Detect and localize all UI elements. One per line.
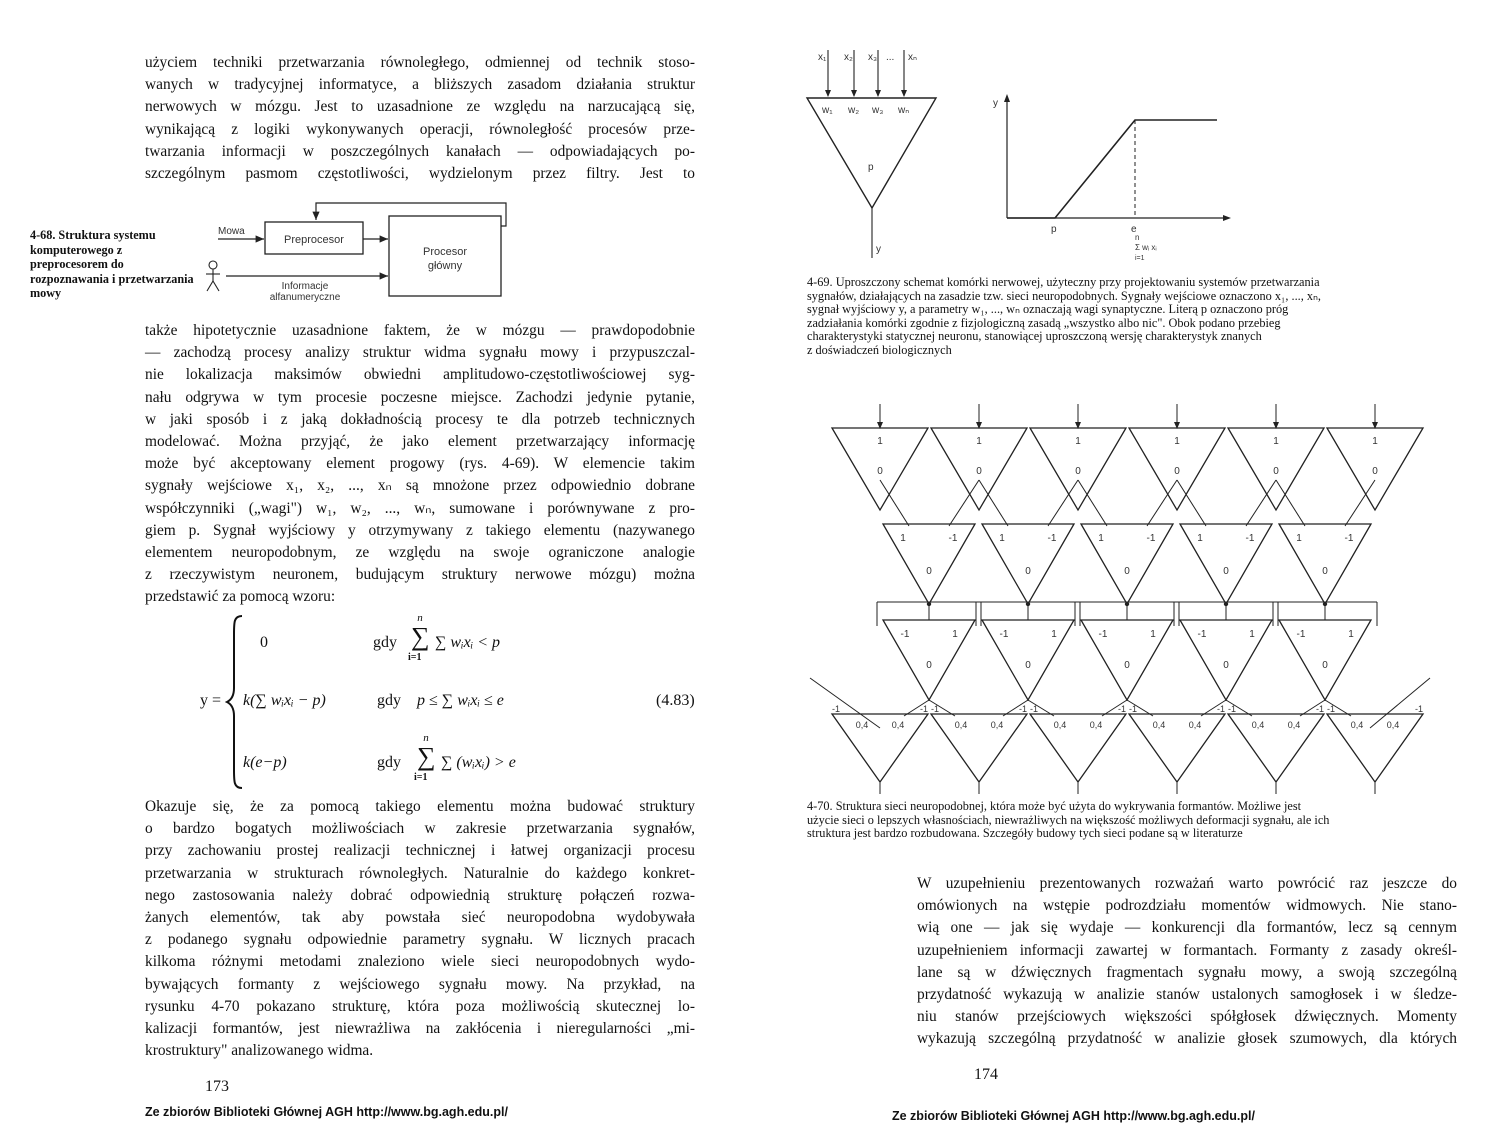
footer-right: Ze zbiorów Biblioteki Głównej AGH http://www.bg.agh.edu.pl/ — [892, 1109, 1255, 1123]
paragraph-line: twarzania informacji w poszczególnych kanałach — odpowiadających po- — [145, 142, 695, 160]
row4-side-weight: -1 — [1018, 704, 1028, 714]
paragraph-line: nału odgrywa w tym procesie poczesne miejsce. Zachodzi jedynie pytanie, — [145, 388, 695, 406]
input-label: x₂ — [844, 52, 853, 63]
row1-threshold: 0 — [1174, 466, 1180, 477]
row3-weight: 1 — [952, 629, 958, 640]
row3-threshold: 0 — [926, 660, 932, 671]
row4-side-weight: -1 — [1029, 704, 1039, 714]
row3-weight: 1 — [1249, 629, 1255, 640]
paragraph-line: W uzupełnieniu prezentowanych rozważań warto powrócić raz jeszcze do — [917, 875, 1457, 892]
caption-line: charakterystyki statycznej neuronu, stanowiącej uproszczoną wersję charakterystyk znanych — [807, 329, 1262, 344]
figure-4-68-diagram — [200, 198, 520, 306]
paragraph-line: nego zastosowania należy dobrać odpowiednią strukturę połączeń rozwa- — [145, 886, 695, 904]
eq-cond-3: ∑ (wᵢxᵢ) > e — [441, 754, 516, 771]
paragraph-line: z podanego sygnału odpowiednie parametry sygnału. W licznych pracach — [145, 931, 695, 949]
row2-weight: -1 — [1146, 533, 1156, 544]
svg-text:e: e — [1131, 224, 1137, 235]
paragraph-line: użyciem techniki przetwarzania równoległego, odmiennej od technik stoso- — [145, 54, 695, 71]
row1-weight: 1 — [1372, 436, 1378, 447]
paragraph-line: z rzeczywistym neuronem, budującym struktury nerwowe mózgu) można — [145, 566, 695, 584]
eq-case2-value: k(∑ wᵢxᵢ − p) — [243, 692, 326, 709]
characteristic-line — [1007, 120, 1217, 218]
caption-line: 4-70. Struktura sieci neuropodobnej, która może być użyta do wykrywania formantów. Możliwe jest — [807, 799, 1302, 813]
row4-neuron — [1030, 714, 1126, 782]
paragraph-line: giem p. Sygnał wyjściowy y otrzymywany z takiego elementu (nazywanego — [145, 521, 695, 539]
row4-weight: 0,4 — [990, 720, 1004, 730]
weight-label: w₂ — [848, 105, 860, 116]
eq-gdy-1: gdy — [373, 634, 397, 651]
preprocesor-label: Preprocesor — [284, 234, 344, 246]
paragraph-line: kilkoma różnymi metodami znaleziono wiele sieci neuropodobnych wydo- — [145, 953, 695, 971]
paragraph-line: omówionych na wstępie podrozdziału momentów widmowych. Nie stano- — [917, 897, 1457, 915]
caption-line: z doświadczeń biologicznych — [807, 342, 952, 357]
eq-gdy-3: gdy — [377, 754, 401, 771]
row1-threshold: 0 — [1372, 466, 1378, 477]
procesor-label-2: główny — [427, 260, 463, 272]
caption-line: struktura jest bardzo rozbudowana. Szczegóły budowy tych sieci podane są w literaturze — [807, 826, 1243, 841]
eq-gdy-2: gdy — [377, 692, 401, 709]
row3-weight: -1 — [1197, 629, 1207, 640]
row4-side-weight: -1 — [1128, 704, 1138, 714]
row3-weight: -1 — [1296, 629, 1306, 640]
row4-side-weight: -1 — [1227, 704, 1237, 714]
procesor-label-1: Procesor — [422, 246, 468, 258]
paragraph-line: o bardzo bogatych możliwościach w zakresie przetwarzania sygnałów, — [145, 820, 695, 838]
paragraph-line: modelować. Można przyjąć, że jako element przetwarzający informację — [145, 433, 695, 451]
paragraph-line: nerwowych w mózgu. Jest to uzasadnione ze względu na narzucającą się, — [145, 98, 695, 116]
row4-neuron — [832, 714, 928, 782]
row4-side-weight: -1 — [1414, 704, 1424, 714]
row2-weight: 1 — [1197, 533, 1203, 544]
row4-weight: 0,4 — [1152, 720, 1166, 730]
paragraph-line: wynikającą z logiki wykonywanych operacji, równoległość procesów prze- — [145, 120, 695, 138]
row1-threshold: 0 — [1075, 466, 1081, 477]
row2-weight: 1 — [999, 533, 1005, 544]
paragraph-line: przedstawić za pomocą wzoru: — [145, 588, 336, 606]
right-paragraph-1 — [917, 873, 1457, 1051]
row2-neuron — [1180, 524, 1272, 604]
row2-weight: -1 — [1245, 533, 1255, 544]
row3-threshold: 0 — [1322, 660, 1328, 671]
row2-weight: 1 — [1098, 533, 1104, 544]
paragraph-line: krostruktury" analizowanego widma. — [145, 1042, 374, 1060]
row4-side-weight: -1 — [1216, 704, 1226, 714]
svg-text:y: y — [876, 244, 881, 255]
connection — [1370, 678, 1430, 728]
row2-weight: -1 — [948, 533, 958, 544]
row2-weight: 1 — [900, 533, 906, 544]
row4-side-weight: -1 — [831, 704, 841, 714]
paragraph-line: współczynniki („wagi") w₁, w₂, ..., wₙ, sumowane i porównywane z pro- — [145, 499, 695, 517]
caption-line: sygnał wyjściowy y, a parametry w₁, ..., wₙ oznaczają wagi synaptyczne. Literą p oznaczono próg — [807, 302, 1289, 317]
eq-lhs: y = — [200, 692, 222, 709]
row3-weight: 1 — [1051, 629, 1057, 640]
caption-line: zadziałania komórki zgodnie z fizjologiczną zasadą „wszystko albo nic". Obok podano przebieg — [807, 315, 1281, 330]
eq-cond-1: ∑ wᵢxᵢ < p — [435, 634, 501, 651]
row4-neuron — [1228, 714, 1324, 782]
figure-4-70-network — [800, 398, 1440, 798]
row4-weight: 0,4 — [1287, 720, 1301, 730]
row2-neuron — [883, 524, 975, 604]
eq-cond-2: p ≤ ∑ wᵢxᵢ ≤ e — [417, 692, 504, 709]
row2-weight: 1 — [1296, 533, 1302, 544]
svg-text:Σ wᵢ xᵢ: Σ wᵢ xᵢ — [1135, 243, 1157, 252]
input-label: ... — [886, 52, 895, 63]
paragraph-line: może być akceptowany element progowy (rys. 4-69). W elemencie takim — [145, 455, 695, 473]
paragraph-line: rysunku 4-70 pokazano strukturę, która poza możliwością skutecznej lo- — [145, 997, 695, 1015]
row3-threshold: 0 — [1025, 660, 1031, 671]
caption-line: użycie sieci o lepszych własnościach, niewrażliwych na większość możliwych deformacji sygnału, ale ich — [807, 812, 1330, 827]
figure-4-70-caption — [807, 800, 1467, 841]
row3-weight: 1 — [1150, 629, 1156, 640]
paragraph-line: bywających formanty z wejściowego sygnału mowy. Na przykład, na — [145, 975, 695, 993]
input-label: x₃ — [868, 52, 878, 63]
row2-threshold: 0 — [1124, 566, 1130, 577]
equation-4-83: y = 0 gdy n ∑ i=1 ∑ wᵢxᵢ < p k(∑ wᵢxᵢ − p) gdy p ≤ ∑ wᵢxᵢ ≤ e (4.83) k(e−p) gdy n ∑ i=1 ∑ (wᵢxᵢ) > e — [195, 612, 705, 792]
paragraph-line: lane są w dźwięcznych fragmentach sygnału mowy, a swoją szczególną — [917, 963, 1457, 981]
eq-case1-value: 0 — [260, 634, 268, 651]
eq-case3-value: k(e−p) — [243, 754, 287, 771]
svg-text:i=1: i=1 — [1135, 255, 1145, 262]
row2-weight: -1 — [1047, 533, 1057, 544]
paragraph-line: szczególnym pasmom częstotliwości, wydzielonym przez filtry. Jest to — [145, 165, 695, 183]
figure-4-68-caption: 4-68. Struktura systemu komputerowego z preprocesorem do rozpoznawania i przetwarzania mowy — [30, 228, 194, 300]
row4-weight: 0,4 — [1053, 720, 1067, 730]
row4-weight: 0,4 — [1089, 720, 1103, 730]
footer-left: Ze zbiorów Biblioteki Głównej AGH http://www.bg.agh.edu.pl/ — [145, 1105, 508, 1119]
eq-number: (4.83) — [656, 692, 695, 709]
row3-weight: 1 — [1348, 629, 1354, 640]
paragraph-line: przetwarzania w strukturach równoległych. Naturalnie do każdego konkret- — [145, 864, 695, 882]
paragraph-line: żanych elementów, tak aby powstała sieć neuropodobna wydobywała — [145, 909, 695, 927]
row3-threshold: 0 — [1124, 660, 1130, 671]
paragraph-line: wią one — jak się wydaje — konkurencji dla formantów, lecz są cennym — [917, 919, 1457, 937]
paragraph-line: uzupełnieniem informacji zawartej w formantach. Formanty z zasady określ- — [917, 941, 1457, 959]
paragraph-line: w jaki sposób i z jaką dokładnością procesy te dla potrzeb technicznych — [145, 410, 695, 428]
row3-threshold: 0 — [1223, 660, 1229, 671]
row2-neuron — [982, 524, 1074, 604]
paragraph-line: kalizacji formantów, jest niewrażliwa na zakłócenia i nieregularności „mi- — [145, 1020, 695, 1038]
paragraph-line: wykazują szczególną przydatność w analizie głosek szumowych, dla których — [917, 1030, 1457, 1048]
row4-weight: 0,4 — [1251, 720, 1265, 730]
row1-weight: 1 — [1075, 436, 1081, 447]
row1-weight: 1 — [1273, 436, 1279, 447]
row1-weight: 1 — [877, 436, 883, 447]
info-label-2: alfanumeryczne — [269, 292, 341, 303]
page-number-right: 174 — [974, 1066, 998, 1083]
right-page — [750, 0, 1500, 1130]
left-paragraph-1 — [145, 52, 695, 185]
row4-neuron — [931, 714, 1027, 782]
left-paragraph-3 — [145, 796, 695, 1062]
page-number-left: 173 — [205, 1078, 229, 1095]
paragraph-line: — zachodzą procesy analizy struktur widma sygnału mowy i przypuszczal- — [145, 344, 695, 362]
row4-weight: 0,4 — [891, 720, 905, 730]
row1-threshold: 0 — [877, 466, 883, 477]
mowa-label: Mowa — [218, 226, 245, 237]
row4-weight: 0,4 — [855, 720, 869, 730]
row4-side-weight: -1 — [1326, 704, 1336, 714]
row3-weight: -1 — [900, 629, 910, 640]
row2-neuron — [1279, 524, 1371, 604]
caption-line: 4-69. Uproszczony schemat komórki nerwowej, użyteczny przy projektowaniu systemów przetwarzania — [807, 275, 1320, 289]
svg-text:n: n — [1135, 233, 1140, 242]
paragraph-line: także hipotetycznie uzasadnione faktem, że w mózgu — prawdopodobnie — [145, 322, 695, 339]
row3-weight: -1 — [999, 629, 1009, 640]
row3-weight: -1 — [1098, 629, 1108, 640]
input-label: xₙ — [908, 52, 917, 63]
figure-4-69-graph — [985, 90, 1245, 265]
row4-neuron — [1129, 714, 1225, 782]
row4-side-weight: -1 — [930, 704, 940, 714]
connection — [810, 678, 880, 728]
svg-text:p: p — [868, 162, 874, 173]
row4-weight: 0,4 — [1386, 720, 1400, 730]
row4-side-weight: -1 — [1315, 704, 1325, 714]
svg-text:y: y — [993, 98, 998, 109]
row1-threshold: 0 — [976, 466, 982, 477]
row1-threshold: 0 — [1273, 466, 1279, 477]
row4-weight: 0,4 — [954, 720, 968, 730]
weight-label: w₁ — [822, 105, 833, 116]
caption-line: sygnałów, działających na zasadzie tzw. sieci neuropodobnych. Sygnały wejściowe oznaczono x₁, ..., xₙ, — [807, 288, 1321, 303]
paragraph-line: elementem neuropodobnym, ze względu na swoje ograniczone analogie — [145, 544, 695, 562]
row1-weight: 1 — [1174, 436, 1180, 447]
left-paragraph-2 — [145, 320, 695, 609]
row4-weight: 0,4 — [1350, 720, 1364, 730]
row2-threshold: 0 — [926, 566, 932, 577]
row2-threshold: 0 — [1025, 566, 1031, 577]
figure-4-69-caption — [807, 276, 1467, 358]
paragraph-line: wanych w tradycyjnej informatyce, a bliższych zasadom działania struktur — [145, 76, 695, 94]
svg-text:p: p — [1051, 224, 1057, 235]
row2-threshold: 0 — [1223, 566, 1229, 577]
figure-4-69-neuron — [800, 42, 1000, 262]
weight-label: w₃ — [872, 105, 884, 116]
paragraph-line: nie lokalizacja maksimów obwiedni amplitudowo-częstotliwościowej syg- — [145, 366, 695, 384]
row1-weight: 1 — [976, 436, 982, 447]
row2-weight: -1 — [1344, 533, 1354, 544]
row4-weight: 0,4 — [1188, 720, 1202, 730]
paragraph-line: przydatność wykazują w analizie stanów ustalonych samogłosek i w śledze- — [917, 986, 1457, 1004]
input-label: x₁ — [818, 52, 827, 63]
row2-threshold: 0 — [1322, 566, 1328, 577]
person-icon — [209, 261, 217, 269]
row2-neuron — [1081, 524, 1173, 604]
info-label-1: Informacje — [281, 281, 329, 292]
paragraph-line: przy zachowaniu prostej realizacji technicznej i łatwej organizacji procesu — [145, 842, 695, 860]
row4-side-weight: -1 — [919, 704, 929, 714]
row4-side-weight: -1 — [1117, 704, 1127, 714]
weight-label: wₙ — [898, 105, 910, 116]
paragraph-line: Okazuje się, że za pomocą takiego elementu można budować struktury — [145, 798, 695, 815]
paragraph-line: sygnały wejściowe x₁, x₂, ..., xₙ są mnożone przez odpowiednio dobrane — [145, 477, 695, 495]
paragraph-line: niu stanów przejściowych większości spółgłosek dźwięcznych. Momenty — [917, 1008, 1457, 1026]
